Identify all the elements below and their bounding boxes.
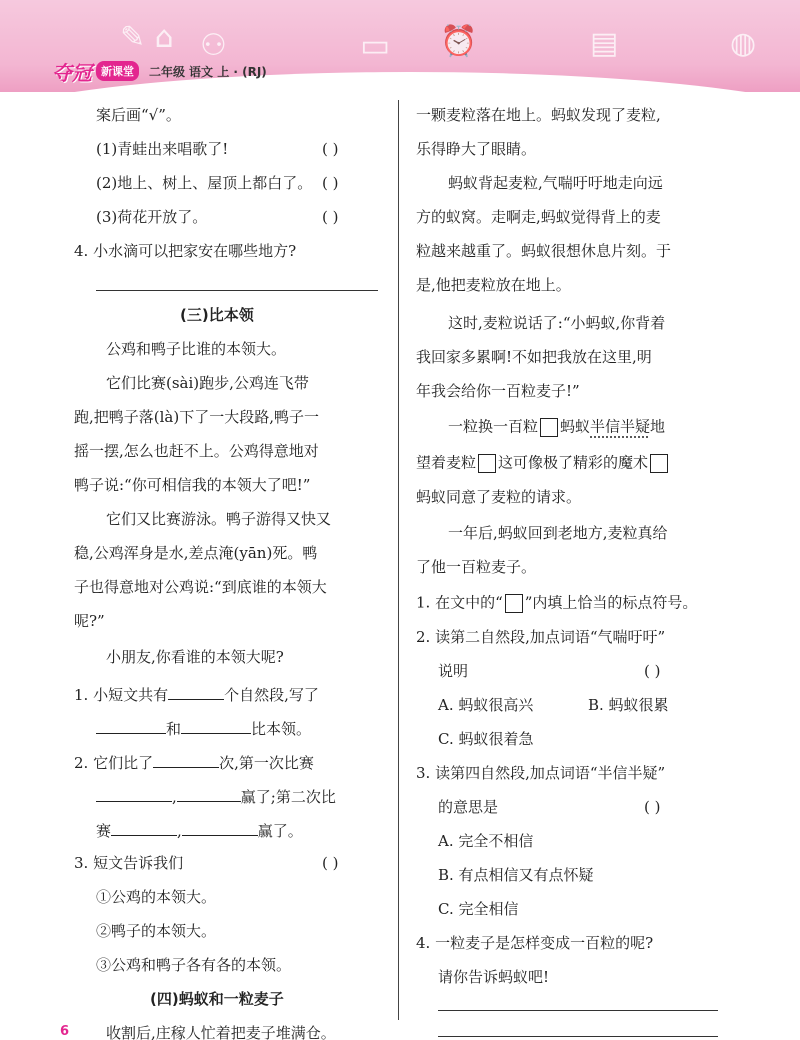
bag-doodle: ▭ [360,26,391,64]
text: 1. 小短文共有 [74,686,169,704]
text: 蚂蚁 [560,417,591,436]
fill-blank[interactable] [182,822,258,836]
text: 比本领。 [251,720,312,738]
answer-parens: ( ) [322,208,339,226]
text: 1. 在文中的“ [416,593,503,612]
text-line: 案后画“√”。 [96,106,181,124]
paragraph-line: 了他一百粒麦子。 [416,558,537,576]
text: 赢了;第二次比 [240,788,336,806]
paragraph-line: 一年后,蚂蚁回到老地方,麦粒真给 [448,524,668,542]
option: A. 蚂蚁很高兴 [438,696,534,714]
text: , [172,788,177,806]
question-4: 4. 小水滴可以把家安在哪些地方? [74,242,297,260]
glasses-doodle: ⚇ [200,28,227,63]
text: 2. 它们比了 [74,754,154,772]
question-4-cont: 请你告诉蚂蚁吧! [438,968,550,986]
answer-parens: ( ) [644,662,661,680]
left-column [70,100,385,1040]
fill-blank[interactable] [168,686,224,700]
header-grade: 二年级 [149,64,186,79]
fill-blank[interactable] [177,788,241,802]
right-column [412,100,722,1020]
paragraph-line: 蚂蚁背起麦粒,气喘吁吁地走向远 [448,174,663,192]
text: ”内填上恰当的标点符号。 [524,593,698,612]
section-title: (三)比本领 [180,306,254,324]
text: 望着麦粒 [416,453,477,472]
paragraph-line: 稳,公鸡浑身是水,差点淹(yān)死。鸭 [74,544,318,562]
text: 次,第一次比赛 [219,754,314,772]
question-2-cont: 说明 [438,662,469,680]
book-doodle: ▤ [590,26,619,61]
question-3: 3. 读第四自然段,加点词语“半信半疑” [416,764,666,782]
decorative-doodles: ✎ ⌂ [120,20,174,55]
answer-line[interactable] [438,1036,718,1037]
answer-parens: ( ) [322,854,339,872]
text: 和 [166,720,182,738]
paragraph-line: 一颗麦粒落在地上。蚂蚁发现了麦粒, [416,106,661,124]
option: B. 蚂蚁很累 [588,696,669,714]
paragraph-line: 呢?” [74,612,105,630]
header-brand [52,56,267,86]
paragraph-line: 它们比赛(sài)跑步,公鸡连飞带 [106,374,309,392]
column-divider [398,100,399,1020]
punctuation-box-sample [505,594,523,613]
page-number: 6 [60,1024,70,1039]
paragraph-line: 鸭子说:“你可相信我的本领大了吧!” [74,476,311,494]
paragraph-line: 乐得睁大了眼睛。 [416,140,537,158]
question-2-cont [96,822,303,839]
text: , [177,822,182,840]
question-1-cont [96,720,311,737]
fill-blank[interactable] [96,788,172,802]
paragraph-line [448,418,665,437]
paragraph-line: 摇一摆,怎么也赶不上。公鸡得意地对 [74,442,319,460]
header-subject: 语文 上 · (RJ) [189,64,267,79]
paragraph-line: 它们又比赛游泳。鸭子游得又快又 [106,510,332,528]
paragraph-line [416,454,670,473]
paragraph-line: 跑,把鸭子落(là)下了一大段路,鸭子一 [74,408,319,426]
answer-line[interactable] [96,290,378,291]
page-header [0,0,800,92]
question-item: (2)地上、树上、屋顶上都白了。 [96,174,313,192]
clock-doodle: ⏰ [440,24,478,59]
question-item: (1)青蛙出来唱歌了! [96,140,229,158]
answer-parens: ( ) [644,798,661,816]
question-2 [74,754,314,771]
question-3-cont: 的意思是 [438,798,499,816]
option: ③公鸡和鸭子各有各的本领。 [96,956,292,974]
punctuation-box[interactable] [650,454,668,473]
brand-series: 新课堂 [96,61,139,81]
question-3: 3. 短文告诉我们 [74,854,184,872]
fill-blank[interactable] [181,720,251,734]
paragraph-line: 粒越来越重了。蚂蚁很想休息片刻。于 [416,242,672,260]
question-item: (3)荷花开放了。 [96,208,208,226]
paragraph-line: 这时,麦粒说话了:“小蚂蚁,你背着 [448,314,666,332]
section-title: (四)蚂蚁和一粒麦子 [150,990,284,1008]
option: C. 蚂蚁很着急 [438,730,534,748]
fill-blank[interactable] [153,754,219,768]
option: C. 完全相信 [438,900,519,918]
paragraph-line: 是,他把麦粒放在地上。 [416,276,571,294]
question-4: 4. 一粒麦子是怎样变成一百粒的呢? [416,934,654,952]
punctuation-box[interactable] [478,454,496,473]
paragraph-line: 收割后,庄稼人忙着把麦子堆满仓。 [106,1024,336,1040]
option: ②鸭子的本领大。 [96,922,217,940]
option: A. 完全不相信 [438,832,534,850]
paragraph-line: 小朋友,你看谁的本领大呢? [106,648,284,666]
paragraph-line: 蚂蚁同意了麦粒的请求。 [416,488,582,506]
punctuation-box[interactable] [540,418,558,437]
paragraph-line: 公鸡和鸭子比谁的本领大。 [106,340,287,358]
answer-line[interactable] [438,1010,718,1011]
answer-parens: ( ) [322,140,339,158]
option: ①公鸡的本领大。 [96,888,217,906]
option: B. 有点相信又有点怀疑 [438,866,594,884]
question-1 [416,594,697,613]
text: 这可像极了精彩的魔术 [498,453,649,472]
paragraph-line: 我回家多累啊!不如把我放在这里,明 [416,348,652,366]
emphasis-word: 半信半疑 [590,417,651,436]
answer-parens: ( ) [322,174,339,192]
brand-logo: 夺冠 [52,60,92,85]
globe-doodle: ◍ [730,26,757,61]
text: 赛 [96,822,112,840]
text: 地 [650,417,666,436]
fill-blank[interactable] [111,822,177,836]
question-2: 2. 读第二自然段,加点词语“气喘吁吁” [416,628,666,646]
fill-blank[interactable] [96,720,166,734]
question-2-cont [96,788,336,805]
text: 个自然段,写了 [224,686,319,704]
paragraph-line: 方的蚁窝。走啊走,蚂蚁觉得背上的麦 [416,208,661,226]
paragraph-line: 子也得意地对公鸡说:“到底谁的本领大 [74,578,327,596]
text: 一粒换一百粒 [448,417,539,436]
paragraph-line: 年我会给你一百粒麦子!” [416,382,580,400]
text: 赢了。 [257,822,303,840]
question-1 [74,686,319,703]
